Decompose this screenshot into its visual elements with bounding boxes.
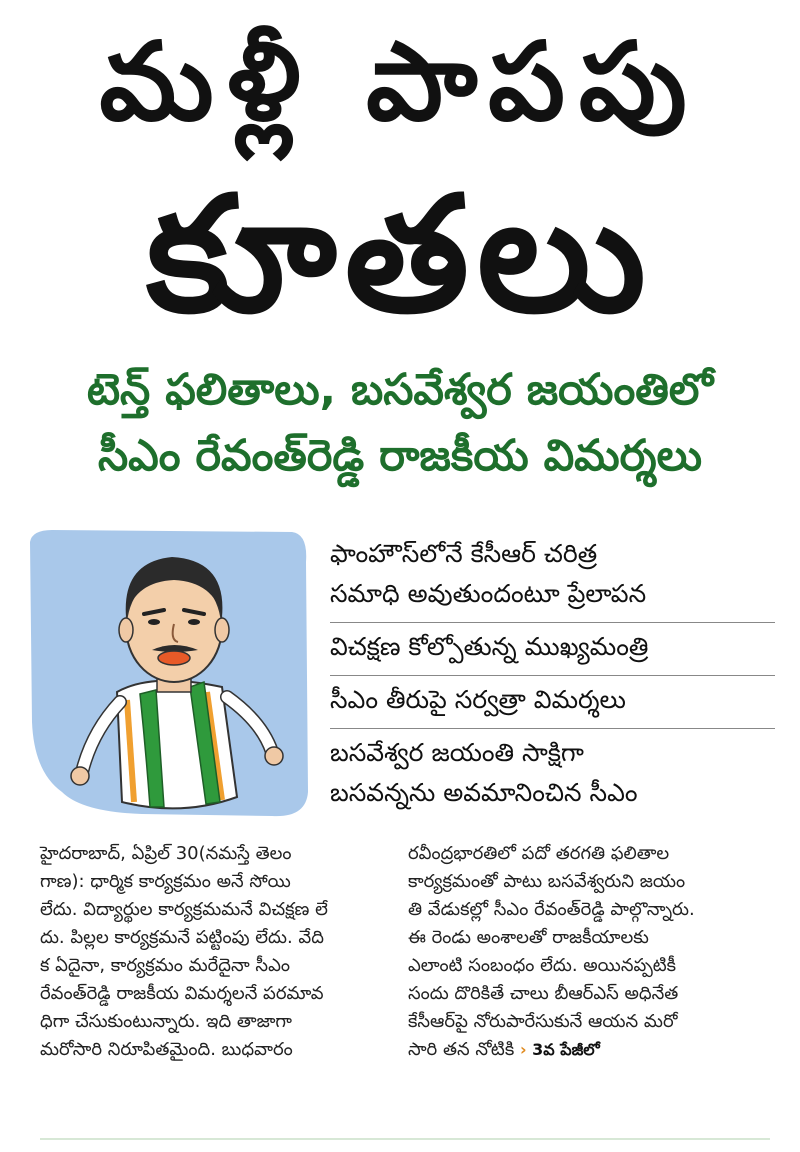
body-line: ఈ రెండు అంశాలతో రాజకీయాలకు	[408, 927, 649, 948]
body-line	[408, 1036, 776, 1064]
body-line: మరోసారి నిరూపితమైంది. బుధవారం	[40, 1039, 293, 1060]
key-point-line: ఫాంహౌస్‌లోనే కేసీఆర్‌ చరిత్ర	[330, 539, 598, 568]
body-line: దు. పిల్లల కార్యక్రమనే పట్టింపు లేదు. వేది	[40, 927, 324, 948]
headline-line-2: కూతలు	[146, 161, 654, 348]
continued-on-page-label: 3వ పేజీలో	[532, 1040, 600, 1059]
body-line-text: సారి తన నోటికి	[408, 1039, 515, 1060]
key-points	[330, 530, 775, 821]
bottom-divider	[40, 1138, 770, 1140]
body-line: సందు దొరికితే చాలు బీఆర్‌ఎస్‌ అధినేత	[408, 983, 679, 1004]
body-line: కేసీఆర్‌పై నోరుపారేసుకునే ఆయన మరో	[408, 1011, 678, 1032]
subheadline-line-2: సీఎం రేవంత్‌రెడ్డి రాజకీయ విమర్శలు	[98, 431, 702, 481]
key-point-line: విచక్షణ కోల్పోతున్న ముఖ్యమంత్రి	[330, 632, 649, 661]
key-point-line: సీఎం తీరుపై సర్వత్రా విమర్శలు	[330, 685, 626, 714]
body-line: లేదు. విద్యార్థుల కార్యక్రమమనే విచక్షణ లే	[40, 899, 328, 920]
key-point-line: బసవన్నను అవమానించిన సీఎం	[330, 778, 638, 807]
key-point	[330, 729, 775, 821]
body-line: ధిగా చేసుకుంటున్నారు. ఇది తాజాగా	[40, 1011, 292, 1032]
article-column-left	[40, 840, 408, 1064]
body-line: క ఏదైనా, కార్యక్రమం మరేదైనా సీఎం	[40, 955, 290, 976]
body-line: హైదరాబాద్‌, ఏప్రిల్‌ 30(నమస్తే తెలం	[40, 843, 292, 864]
body-line: కార్యక్రమంతో పాటు బసవేశ్వరుని జయం	[408, 871, 686, 892]
body-line: తి వేడుకల్లో సీఎం రేవంత్‌రెడ్డి పాల్గొన్నారు.	[408, 899, 695, 920]
key-point	[330, 623, 775, 676]
body-line: గాణ): ధార్మిక కార్యక్రమం అనే సోయి	[40, 871, 291, 892]
key-point	[330, 676, 775, 729]
article-column-right	[408, 840, 776, 1064]
body-line: ఎలాంటి సంబంధం లేదు. అయినప్పటికీ	[408, 955, 677, 976]
key-point-line: సమాధి అవుతుందంటూ ప్రేలాపన	[330, 579, 647, 608]
chevron-right-icon: ›	[519, 1040, 527, 1059]
key-point	[330, 530, 775, 623]
body-line: రవీంద్రభారతిలో పదో తరగతి ఫలితాల	[408, 843, 670, 864]
continued-on-page-link[interactable]	[520, 1040, 600, 1059]
key-point-line: బసవేశ్వర జయంతి సాక్షిగా	[330, 738, 584, 767]
cartoon-illustration	[22, 522, 312, 822]
headline-line-1: మళ్లీ పాపపు	[99, 20, 701, 145]
subheadline-line-1: టెన్త్‌ ఫలితాలు, బసవేశ్వర జయంతిలో	[86, 365, 714, 415]
body-line: రేవంత్‌రెడ్డి రాజకీయ విమర్శలనే పరమావ	[40, 983, 324, 1004]
